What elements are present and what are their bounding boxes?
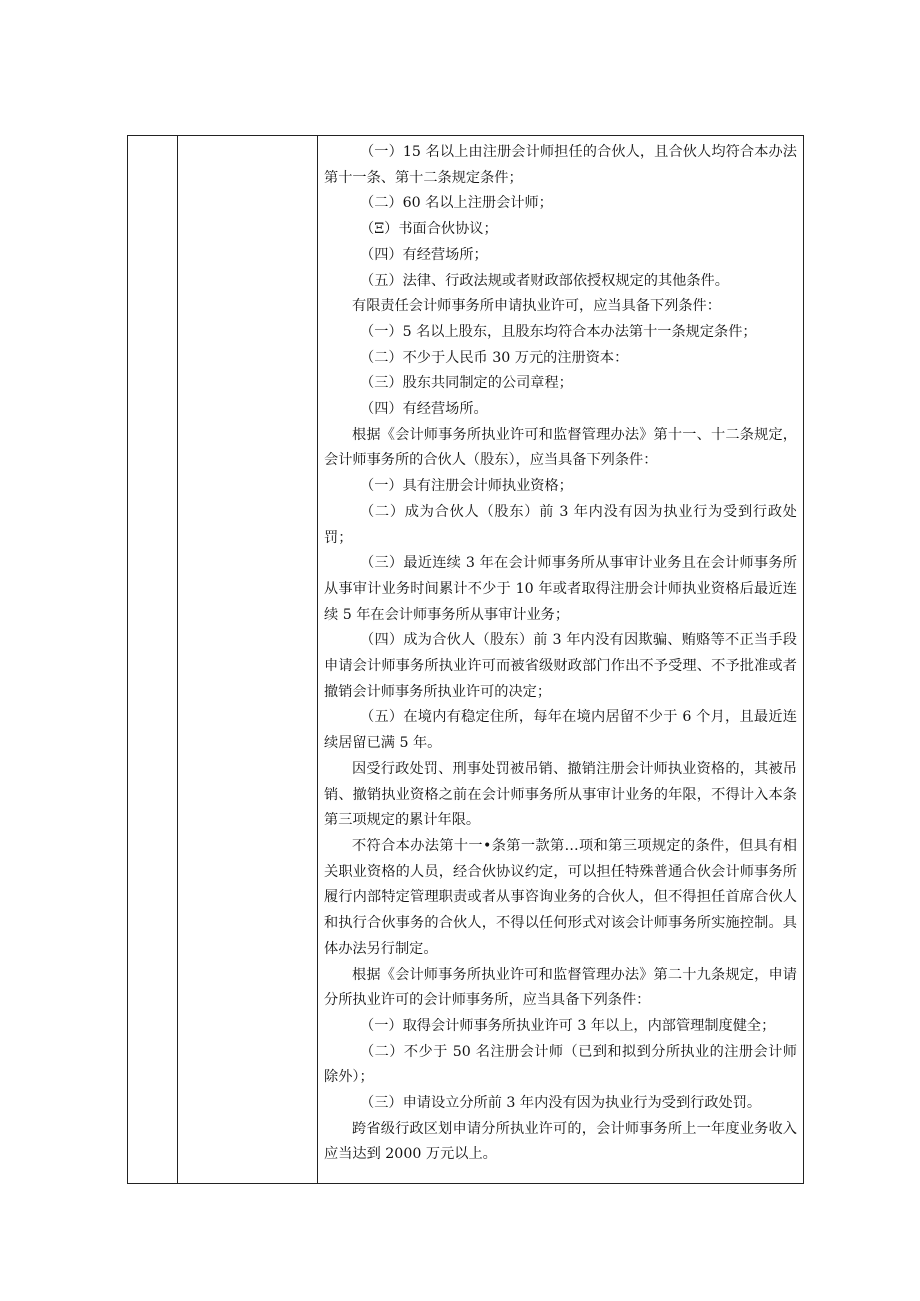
paragraph: （一）取得会计师事务所执业许可 3 年以上，内部管理制度健全； <box>360 1017 776 1034</box>
paragraph: （三）股东共同制定的公司章程； <box>360 375 573 392</box>
paragraph: （二）成为合伙人（股东）前 3 年内没有因为执业行为受到行政处罚； <box>324 503 797 546</box>
table-column-empty-1 <box>128 136 178 1183</box>
paragraph: （一）15 名以上由注册会计师担任的合伙人，且合伙人均符合本办法第十一条、第十二条规定条件； <box>324 144 797 186</box>
paragraph: （四）有经营场所； <box>360 246 488 263</box>
paragraph: （二）60 名以上注册会计师； <box>360 195 553 212</box>
paragraph: （五）在境内有稳定住所，每年在境内居留不少于 6 个月，且最近连续居留已满 5 年。 <box>324 709 797 752</box>
paragraph: （一）5 名以上股东，且股东均符合本办法第十一条规定条件； <box>360 323 757 340</box>
paragraph: 因受行政处罚、刑事处罚被吊销、撤销注册会计师执业资格的，其被吊销、撤销执业资格之前在会计师事务所从事审计业务的年限，不得计入本条第三项规定的累计年限。 <box>324 760 797 829</box>
paragraph: （四）有经营场所。 <box>360 401 488 418</box>
paragraph: （Ξ）书面合伙协议； <box>360 221 498 238</box>
table-content-cell <box>318 136 803 1183</box>
paragraph: （三）最近连续 3 年在会计师事务所从事审计业务且在会计师事务所从事审计业务时间累计不少于 10 年或者取得注册会计师执业资格后最近连续 5 年在会计师事务所从事审计业务； <box>324 555 797 623</box>
table-column-empty-2 <box>178 136 318 1183</box>
paragraph: 根据《会计师事务所执业许可和监督管理办法》第十一、十二条规定，会计师事务所的合伙人（股东），应当具备下列条件： <box>324 426 797 469</box>
paragraph: 有限责任会计师事务所申请执业许可，应当具备下列条件： <box>352 298 721 315</box>
paragraph: （二）不少于人民币 30 万元的注册资本： <box>360 349 629 366</box>
paragraph: 跨省级行政区划申请分所执业许可的，会计师事务所上一年度业务收入应当达到 2000 万元以上。 <box>324 1120 797 1163</box>
paragraph: （一）具有注册会计师执业资格； <box>360 478 573 495</box>
paragraph: （四）成为合伙人（股东）前 3 年内没有因欺骗、贿赂等不正当手段申请会计师事务所执业许可而被省级财政部门作出不予受理、不予批准或者撤销会计师事务所执业许可的决定； <box>324 632 797 700</box>
paragraph: 根据《会计师事务所执业许可和监督管理办法》第二十九条规定，申请分所执业许可的会计师事务所，应当具备下列条件： <box>324 966 797 1009</box>
paragraph: 不符合本办法第十一•条第一款第…项和第三项规定的条件，但具有相关职业资格的人员，经合伙协议约定，可以担任特殊普通合伙会计师事务所履行内部特定管理职责或者从事咨询业务的合伙人，但不得担任首席合伙人和执行合伙事务的合伙人，不得以任何形式对该会计师事务所实施控制。具体办法另行制定。 <box>324 837 797 957</box>
document-table <box>127 135 804 1184</box>
paragraph: （五）法律、行政法规或者财政部依授权规定的其他条件。 <box>360 272 729 289</box>
paragraph: （二）不少于 50 名注册会计师（已到和拟到分所执业的注册会计师除外）； <box>324 1043 797 1086</box>
paragraph: （三）申请设立分所前 3 年内没有因为执业行为受到行政处罚。 <box>360 1095 762 1112</box>
